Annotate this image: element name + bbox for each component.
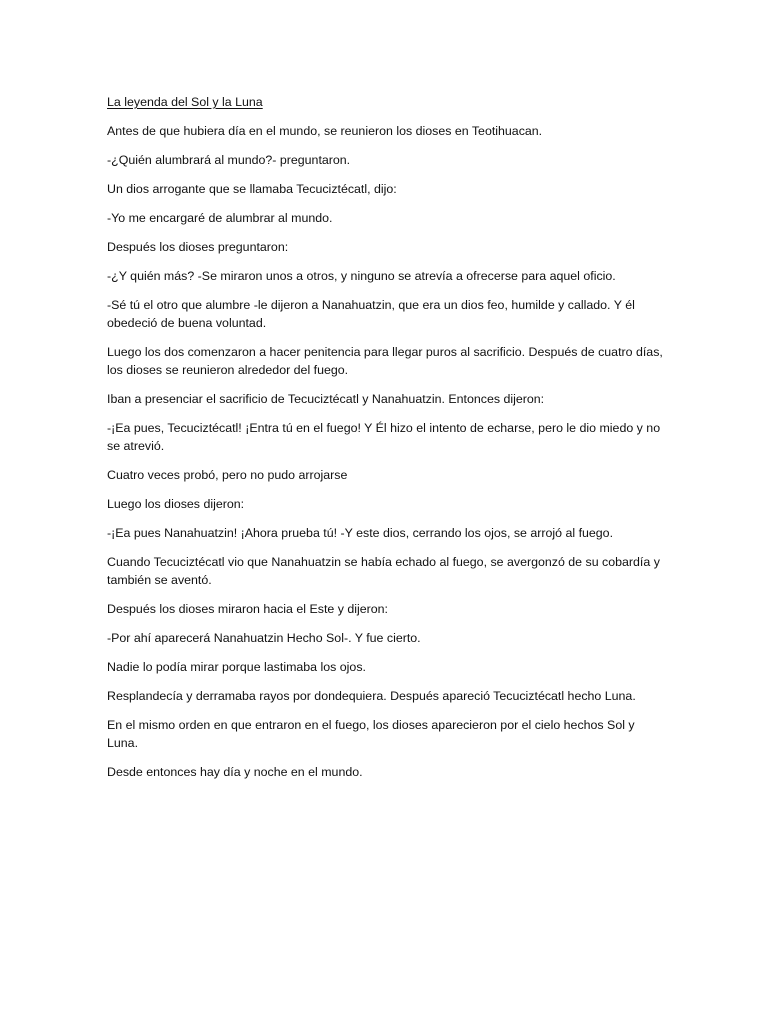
paragraph-8: Luego los dos comenzaron a hacer penitencia para llegar puros al sacrificio. Después de cuatro días, los dioses se reunieron alrededor del fuego. bbox=[107, 345, 663, 377]
paragraph-7: -Sé tú el otro que alumbre -le dijeron a Nanahuatzin, que era un dios feo, humilde y callado. Y él obedeció de buena voluntad. bbox=[107, 298, 635, 330]
document-title: La leyenda del Sol y la Luna bbox=[107, 95, 263, 109]
paragraph-1: Antes de que hubiera día en el mundo, se reunieron los dioses en Teotihuacan. bbox=[107, 124, 543, 138]
paragraph-10: -¡Ea pues, Tecuciztécatl! ¡Entra tú en el fuego! Y Él hizo el intento de echarse, pero le dio miedo y no se atrevió. bbox=[107, 421, 661, 453]
paragraph-15: Después los dioses miraron hacia el Este y dijeron: bbox=[107, 602, 388, 616]
paragraph-18: Resplandecía y derramaba rayos por dondequiera. Después apareció Tecuciztécatl hecho Luna. bbox=[107, 689, 636, 703]
paragraph-5: Después los dioses preguntaron: bbox=[107, 240, 289, 254]
paragraph-17: Nadie lo podía mirar porque lastimaba los ojos. bbox=[107, 660, 366, 674]
paragraph-20: Desde entonces hay día y noche en el mundo. bbox=[107, 765, 363, 779]
paragraph-2: -¿Quién alumbrará al mundo?- preguntaron. bbox=[107, 153, 351, 167]
paragraph-11: Cuatro veces probó, pero no pudo arrojarse bbox=[107, 468, 348, 482]
paragraph-6: -¿Y quién más? -Se miraron unos a otros, y ninguno se atrevía a ofrecerse para aquel oficio. bbox=[107, 269, 616, 283]
paragraph-16: -Por ahí aparecerá Nanahuatzin Hecho Sol-. Y fue cierto. bbox=[107, 631, 421, 645]
paragraph-13: -¡Ea pues Nanahuatzin! ¡Ahora prueba tú! -Y este dios, cerrando los ojos, se arrojó al fuego. bbox=[107, 526, 614, 540]
paragraph-12: Luego los dioses dijeron: bbox=[107, 497, 245, 511]
paragraph-14: Cuando Tecuciztécatl vio que Nanahuatzin se había echado al fuego, se avergonzó de su cobardía y también se aventó. bbox=[107, 555, 660, 587]
paragraph-19: En el mismo orden en que entraron en el fuego, los dioses aparecieron por el cielo hechos Sol y Luna. bbox=[107, 718, 635, 750]
document-body bbox=[107, 93, 667, 792]
paragraph-4: -Yo me encargaré de alumbrar al mundo. bbox=[107, 211, 333, 225]
paragraph-9: Iban a presenciar el sacrificio de Tecuciztécatl y Nanahuatzin. Entonces dijeron: bbox=[107, 392, 545, 406]
paragraph-3: Un dios arrogante que se llamaba Tecuciztécatl, dijo: bbox=[107, 182, 397, 196]
